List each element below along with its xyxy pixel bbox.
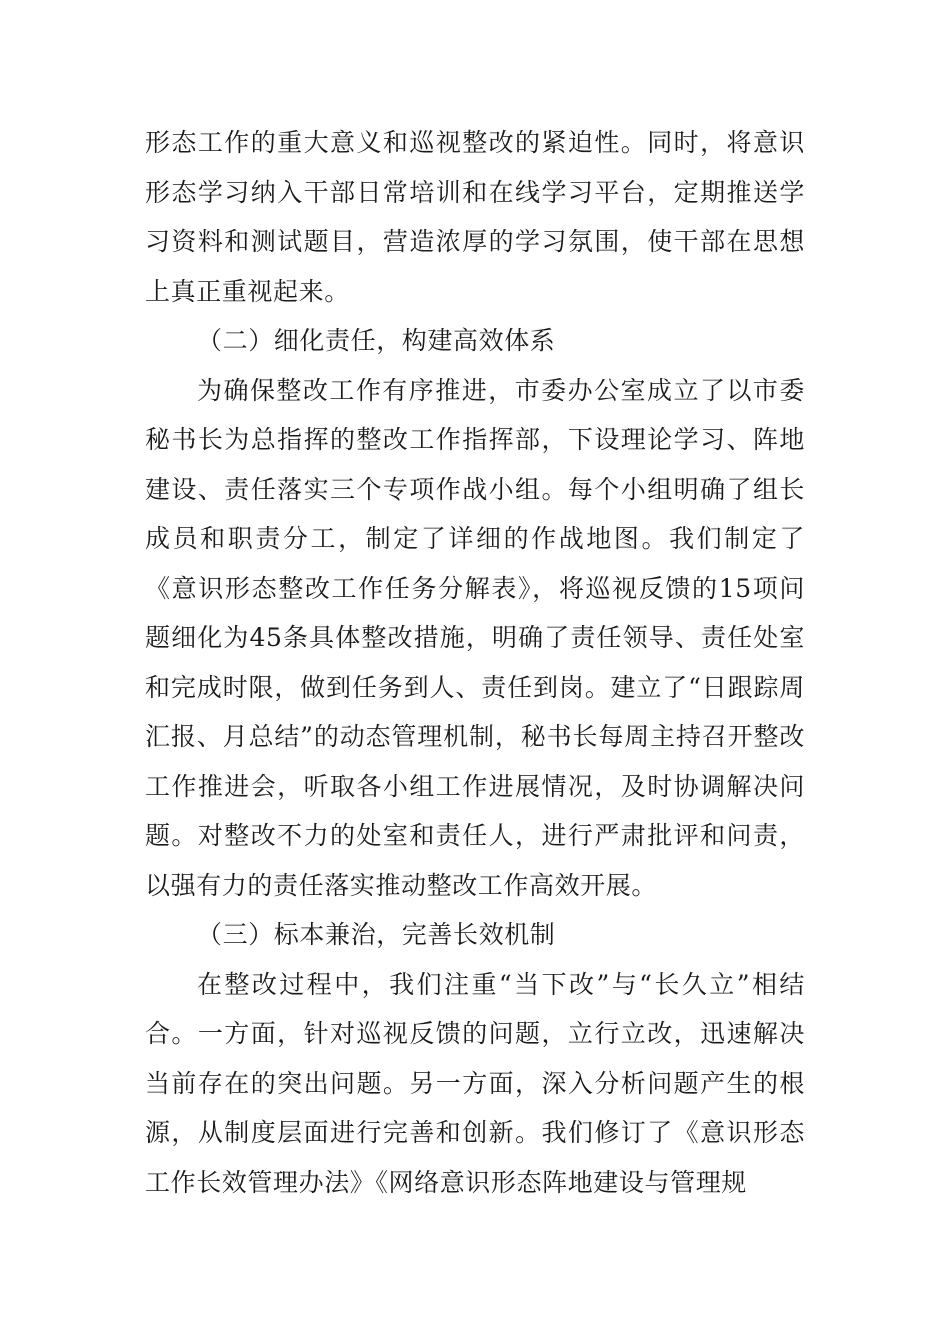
paragraph-long-term-mechanism: 在整改过程中，我们注重“当下改”与“长久立”相结合。一方面，针对巡视反馈的问题，立行立改，迅速解决当前存在的突出问题。另一方面，深入分析问题产生的根源，从制度层面进行完善和创新。我们修订了《意识形态工作长效管理办法》《网络意识形态阵地建设与管理规 [145,969,805,1197]
document-body [145,118,805,1207]
paragraph-continued: 形态工作的重大意义和巡视整改的紧迫性。同时，将意识形态学习纳入干部日常培训和在线学习平台，定期推送学习资料和测试题目，营造浓厚的学习氛围，使干部在思想上真正重视起来。 [145,128,805,306]
section-heading-2: （二）细化责任，构建高效体系 [197,326,556,355]
section-heading-3: （三）标本兼治，完善长效机制 [197,920,556,949]
paragraph-responsibility: 为确保整改工作有序推进，市委办公室成立了以市委秘书长为总指挥的整改工作指挥部，下设理论学习、阵地建设、责任落实三个专项作战小组。每个小组明确了组长成员和职责分工，制定了详细的作战地图。我们制定了《意识形态整改工作任务分解表》，将巡视反馈的15项问题细化为45条具体整改措施，明确了责任领导、责任处室和完成时限，做到任务到人、责任到岗。建立了“日跟踪周汇报、月总结”的动态管理机制，秘书长每周主持召开整改工作推进会，听取各小组工作进展情况，及时协调解决问题。对整改不力的处室和责任人，进行严肃批评和问责，以强有力的责任落实推动整改工作高效开展。 [145,375,805,900]
